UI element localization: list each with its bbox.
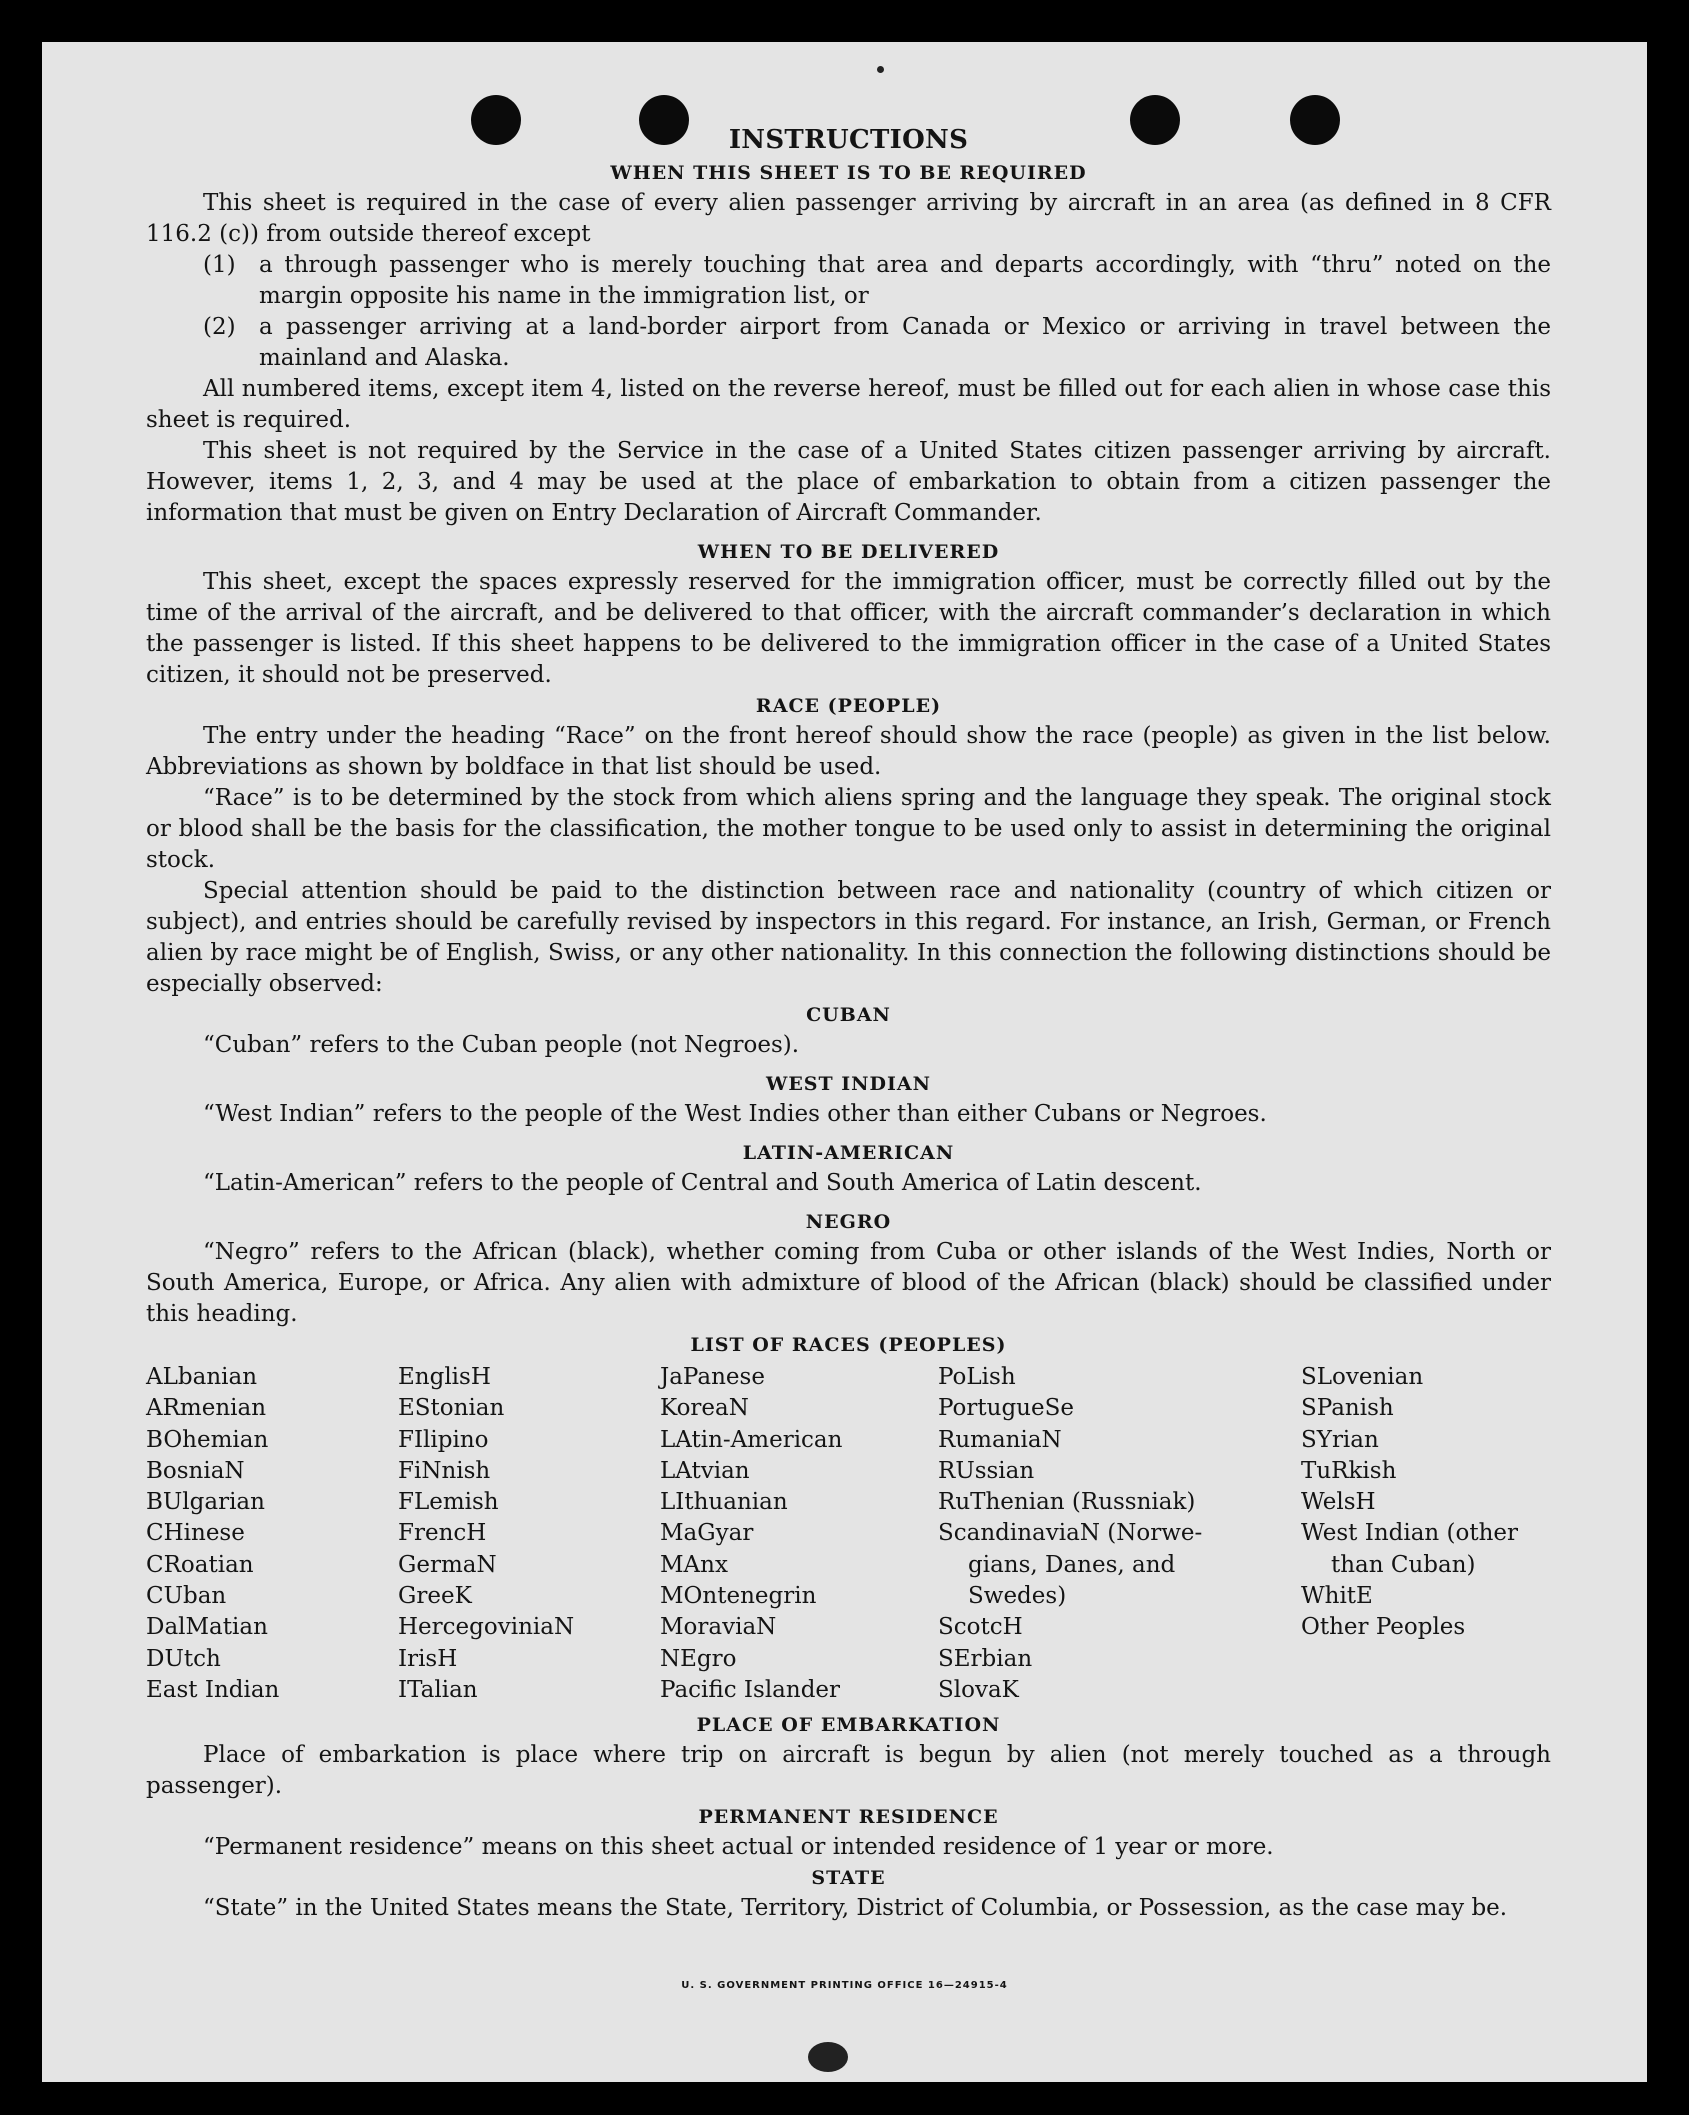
race-column	[146, 1362, 398, 1706]
heading-when-delivered: WHEN TO BE DELIVERED	[697, 541, 1000, 563]
race-entry: MOntenegrin	[660, 1583, 817, 1610]
paragraph: “State” in the United States means the State, Territory, District of Columbia, or Possession, as the case may be.	[203, 1895, 1508, 1922]
race-entry: ScandinaviaN (Norwe-	[938, 1520, 1203, 1547]
heading-latin-american: LATIN-AMERICAN	[742, 1142, 955, 1164]
race-entry: FLemish	[398, 1489, 499, 1516]
list-item	[146, 250, 1551, 312]
race-entry: LAtin-American	[660, 1426, 843, 1453]
race-entry: BUlgarian	[146, 1489, 265, 1516]
heading-list-of-races: LIST OF RACES (PEOPLES)	[690, 1334, 1007, 1356]
race-entry: FIlipino	[398, 1426, 489, 1453]
heading-race: RACE (PEOPLE)	[755, 695, 942, 717]
race-entry: PoLish	[938, 1364, 1016, 1390]
race-entry: ARmenian	[146, 1395, 267, 1422]
heading-west-indian: WEST INDIAN	[765, 1073, 932, 1095]
item-text: a passenger arriving at a land-border airport from Canada or Mexico or arriving in travel between the mainland and Alaska.	[259, 314, 1551, 371]
paragraph: “Race” is to be determined by the stock from which aliens spring and the language they speak. The original stock or blood shall be the basis for the classification, the mother tongue to be used only to assist in determining the original stock.	[146, 785, 1551, 873]
heading-permanent-residence: PERMANENT RESIDENCE	[698, 1806, 999, 1829]
instructions-body	[146, 122, 1551, 1924]
race-entry: WhitE	[1301, 1583, 1373, 1610]
race-entry: than Cuban)	[1331, 1551, 1476, 1578]
race-entry: BOhemian	[146, 1426, 269, 1453]
paragraph: This sheet, except the spaces expressly reserved for the immigration officer, must be correctly filled out by the time of the arrival of the aircraft, and be delivered to that officer, with the aircraft commander’s declaration in which the passenger is listed. If this sheet happens to be delivered to the immigration officer in the case of a United States citizen, it should not be preserved.	[146, 569, 1551, 688]
race-entry: EnglisH	[398, 1364, 491, 1390]
item-number: (1)	[203, 252, 236, 278]
race-entry: Other Peoples	[1301, 1614, 1466, 1641]
race-column	[1301, 1362, 1551, 1706]
race-entry: Swedes)	[968, 1583, 1067, 1610]
ink-blot	[808, 2042, 848, 2072]
race-entry: CHinese	[146, 1520, 245, 1547]
paragraph: The entry under the heading “Race” on the front hereof should show the race (people) as given in the list below. Abbreviations as shown by boldface in that list should be used.	[146, 723, 1551, 780]
paragraph: All numbered items, except item 4, listed on the reverse hereof, must be filled out for each alien in whose case this sheet is required.	[146, 376, 1551, 433]
race-entry: ScotcH	[938, 1614, 1023, 1641]
race-entry: RuThenian (Russniak)	[938, 1489, 1196, 1516]
race-entry: JaPanese	[660, 1364, 765, 1390]
race-column	[398, 1362, 660, 1706]
paragraph: “Permanent residence” means on this sheet actual or intended residence of 1 year or more.	[203, 1834, 1274, 1861]
race-entry: CUban	[146, 1583, 227, 1610]
race-entry: WelsH	[1301, 1489, 1376, 1516]
race-column	[660, 1362, 938, 1706]
race-entry: RumaniaN	[938, 1426, 1062, 1453]
race-entry: Pacific Islander	[660, 1676, 841, 1703]
paragraph: “Latin-American” refers to the people of Central and South America of Latin descent.	[203, 1170, 1202, 1196]
paragraph: “Negro” refers to the African (black), whether coming from Cuba or other islands of the West Indies, North or South America, Europe, or Africa. Any alien with admixture of blood of the African (black) should be classified under this heading.	[146, 1239, 1551, 1327]
race-entry: SPanish	[1301, 1395, 1394, 1422]
race-entry: SLovenian	[1301, 1364, 1424, 1390]
race-entry: FiNnish	[398, 1457, 491, 1484]
heading-when-required: WHEN THIS SHEET IS TO BE REQUIRED	[610, 162, 1087, 184]
race-entry: SYrian	[1301, 1426, 1379, 1453]
race-entry: ALbanian	[146, 1364, 258, 1390]
race-entry: LAtvian	[660, 1457, 750, 1484]
race-entry: East Indian	[146, 1676, 280, 1703]
heading-negro: NEGRO	[805, 1211, 892, 1233]
race-entry: HercegoviniaN	[398, 1614, 575, 1641]
race-entry: MaGyar	[660, 1520, 754, 1547]
race-entry: GreeK	[398, 1583, 472, 1610]
paragraph: Special attention should be paid to the distinction between race and nationality (country of which citizen or subject), and entries should be carefully revised by inspectors in this regard. For instance, an Irish, German, or French alien by race might be of English, Swiss, or any other nationality. In this connection the following distinctions should be especially observed:	[146, 878, 1551, 997]
race-column	[938, 1362, 1301, 1706]
item-text: a through passenger who is merely touching that area and departs accordingly, with “thru” noted on the margin opposite his name in the immigration list, or	[259, 252, 1551, 309]
race-entry: gians, Danes, and	[968, 1551, 1176, 1578]
page-title: INSTRUCTIONS	[728, 125, 969, 155]
race-entry: MAnx	[660, 1551, 728, 1578]
printer-imprint: U. S. GOVERNMENT PRINTING OFFICE 16—24915-4	[681, 1980, 1008, 1991]
race-entry: DUtch	[146, 1645, 221, 1672]
heading-cuban: CUBAN	[806, 1004, 891, 1026]
race-entry: FrencH	[398, 1520, 487, 1547]
race-entry: MoraviaN	[660, 1614, 777, 1641]
race-entry: KoreaN	[660, 1395, 749, 1422]
paragraph: This sheet is required in the case of every alien passenger arriving by aircraft in an area (as defined in 8 CFR 116.2 (c)) from outside thereof except	[146, 190, 1551, 247]
race-entry: EStonian	[398, 1395, 505, 1422]
race-entry: SErbian	[938, 1645, 1033, 1672]
list-item	[146, 312, 1551, 374]
race-entry: NEgro	[660, 1645, 737, 1672]
race-entry: LIthuanian	[660, 1489, 788, 1516]
race-entry: ITalian	[398, 1676, 478, 1703]
race-entry: SlovaK	[938, 1676, 1019, 1703]
race-entry: BosniaN	[146, 1457, 245, 1484]
race-entry: PortugueSe	[938, 1395, 1074, 1422]
ink-speck	[877, 66, 884, 73]
race-entry: West Indian (other	[1301, 1520, 1519, 1547]
paragraph: “West Indian” refers to the people of the West Indies other than either Cubans or Negroes.	[203, 1101, 1267, 1127]
race-entry: CRoatian	[146, 1551, 254, 1578]
race-list	[146, 1362, 1551, 1706]
race-entry: DalMatian	[146, 1614, 268, 1641]
document-sheet	[42, 42, 1647, 2082]
heading-embarkation: PLACE OF EMBARKATION	[696, 1714, 1001, 1737]
race-entry: IrisH	[398, 1645, 458, 1672]
paragraph: “Cuban” refers to the Cuban people (not Negroes).	[203, 1032, 800, 1058]
paragraph: Place of embarkation is place where trip on aircraft is begun by alien (not merely touched as a through passenger).	[146, 1742, 1551, 1800]
race-entry: GermaN	[398, 1551, 497, 1578]
paragraph: This sheet is not required by the Service in the case of a United States citizen passenger arriving by aircraft. However, items 1, 2, 3, and 4 may be used at the place of embarkation to obtain from a citizen passenger the information that must be given on Entry Declaration of Aircraft Commander.	[146, 438, 1551, 526]
item-number: (2)	[203, 314, 236, 340]
race-entry: TuRkish	[1301, 1457, 1397, 1484]
race-entry: RUssian	[938, 1457, 1035, 1484]
heading-state: STATE	[811, 1867, 886, 1890]
